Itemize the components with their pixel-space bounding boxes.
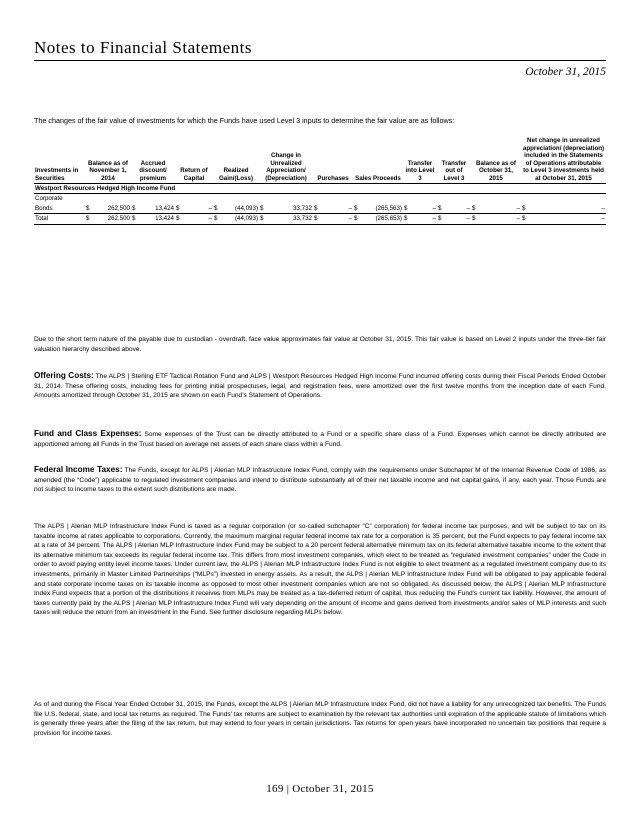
- title-rule: [34, 60, 606, 61]
- cell-balance-end: $ –: [472, 215, 520, 223]
- column-header: Balance as of October 31, 2015: [471, 137, 521, 183]
- cell-net-change: $ –: [522, 215, 605, 223]
- column-header: Sales Proceeds: [353, 137, 403, 183]
- report-date: October 31, 2015: [525, 66, 606, 78]
- fiscal-year-tax-paragraph: As of and during the Fiscal Year Ended October 31, 2015, the Funds, except the ALPS | Alerian MLP Infrastructure Index Fund, did not have a liability for any unrecognized tax benefits. The Funds file U.S. federal, state, and local tax returns as required. The Funds’ tax returns are subject to examination by the relevant tax authorities until expiration of the applicable statute of limitations which is generally three years after the filing of the tax return, but may extend to four years in certain jurisdictions. Tax returns for open years have incorporated no uncertain tax positions that require a provision for income taxes.: [34, 701, 606, 737]
- cell-return-of-capital: $ –: [176, 215, 212, 223]
- row-label: Bonds: [34, 204, 85, 214]
- section-heading: Offering Costs:: [34, 371, 94, 380]
- cell-purchases: $ –: [314, 215, 352, 223]
- page-footer: 169 | October 31, 2015: [266, 783, 374, 795]
- cell-transfer-out: $ –: [438, 204, 470, 212]
- row-label: Corporate: [35, 195, 63, 203]
- fund-group-label: Westport Resources Hedged High Income Fund: [34, 183, 606, 194]
- cell-unrealized: $ 33,732: [260, 204, 312, 212]
- custodian-note: Due to the short term nature of the payable due to custodian - overdraft, face value approximates fair value at October 31, 2015. This fair value is based on Level 2 inputs under the three-tier fair valuation hierarchy described above.: [34, 336, 606, 353]
- table-row: [34, 204, 606, 214]
- alerian-tax-paragraph: The ALPS | Alerian MLP Infrastructure Index Fund is taxed as a regular corporation (or so-called subchapter “C” corporation) for federal income tax purposes, and will be subject to tax on its taxable income at rates applicable to corporations. Currently, the maximum marginal regular federal income tax rate for a corporation is 35 percent, but the Fund expects to pay federal income tax at a rate of 34 percent. The ALPS | Alerian MLP Infrastructure Index Fund may be subject to a 20 percent federal alternative minimum tax on its federal alternative taxable income to the extent that its alternative minimum tax exceeds its regular federal income tax. This differs from most investment companies, which elect to be treated as “regulated investment companies” under the Code in order to avoid paying entity level income taxes. Under current law, the ALPS | Alerian MLP Infrastructure Index Fund is not eligible to elect treatment as a regulated investment company due to its investments, primarily in Master Limited Partnerships (“MLPs”) invested in energy assets. As a result, the ALPS | Alerian MLP Infrastructure Index Fund will be obligated to pay applicable federal and state corporate income taxes on its taxable income as opposed to most other investment companies which are not so obligated. As discussed below, the ALPS | Alerian MLP Infrastructure Index Fund expects that a portion of the distributions it receives from MLPs may be treated as a tax-deferred return of capital, thus reducing the Fund’s current tax liability. However, the amount of taxes currently paid by the ALPS | Alerian MLP Infrastructure Index Fund will vary depending on the amount of income and gains derived from investments and/or sales of MLP interests and such taxes will reduce the return from an investment in the Fund. See further disclosure regarding MLPs below.: [34, 523, 606, 617]
- cell-sales: $ (265,653): [354, 215, 402, 223]
- table-row-label-line: [34, 194, 606, 204]
- table-row-total: [34, 214, 606, 225]
- cell-return-of-capital: $ –: [176, 204, 212, 212]
- column-header: Return of Capital: [175, 137, 213, 183]
- cell-realized: $ (44,093): [214, 204, 258, 212]
- level3-fair-value-table: [34, 137, 606, 225]
- column-header: Balance as of November 1, 2014: [85, 137, 131, 183]
- section-body: The Funds, except for ALPS | Alerian MLP Infrastructure Index Fund, comply with the requirements under Subchapter M of the Internal Revenue Code of 1986, as amended (the “Code”) applicable to regulated investment companies and intend to distribute substantially all of their net taxable income and net capital gains, if any, each year. Those Funds are not subject to income taxes to the extent such distributions are made.: [34, 467, 607, 494]
- column-header: Transfer out of Level 3: [437, 137, 471, 183]
- cell-transfer-out: $ –: [438, 215, 470, 223]
- cell-sales: $ (265,563): [354, 204, 402, 212]
- table-header-row: [34, 137, 606, 183]
- intro-text: The changes of the fair value of investments for which the Funds have used Level 3 inputs to determine the fair value are as follows:: [34, 116, 455, 125]
- cell-accrued: $ 13,424: [132, 215, 174, 223]
- column-header: Change in Unrealized Appreciation/ (Depreciation): [259, 137, 313, 183]
- column-header: Accrued discount/ premium: [131, 137, 175, 183]
- cell-purchases: $ –: [314, 204, 352, 212]
- cell-accrued: $ 13,424: [132, 204, 174, 212]
- page-title: Notes to Financial Statements: [34, 38, 252, 57]
- cell-transfer-in: $ –: [404, 204, 436, 212]
- column-header: Investments in Securities: [34, 137, 85, 183]
- cell-transfer-in: $ –: [404, 215, 436, 223]
- section-heading: Federal Income Taxes:: [34, 465, 123, 474]
- cell-net-change: $ –: [522, 204, 605, 212]
- section-body: Some expenses of the Trust can be directly attributed to a Fund or a specific share class of a Fund. Expenses which cannot be directly attributed are apportioned among all Funds in the Trust based on average net assets of each share class within a Fund.: [34, 431, 606, 448]
- offering-costs-section: [34, 371, 606, 401]
- column-header: Purchases: [313, 137, 353, 183]
- column-header: Net change in unrealized appreciation/ (depreciation) included in the Statements of Operations attributable to Level 3 investments held at October 31, 2015: [522, 137, 605, 182]
- cell-balance-start: $ 262,500: [86, 215, 130, 223]
- section-body: The ALPS | Sterling ETF Tactical Rotation Fund and ALPS | Westport Resources Hedged High Income Fund incurred offering costs during their Fiscal Periods Ended October 31, 2014. These offering costs, including fees for printing initial prospectuses, legal, and registration fees, were amortized over the first twelve months from the inception date of each Fund. Amounts amortized through October 31, 2015 are shown on each Fund’s Statement of Operations.: [34, 373, 606, 400]
- fund-class-expenses-section: [34, 429, 606, 449]
- cell-unrealized: $ 33,732: [260, 215, 312, 223]
- cell-balance-start: $ 262,500: [86, 204, 130, 212]
- cell-balance-end: $ –: [472, 204, 520, 212]
- federal-income-taxes-section: [34, 465, 606, 495]
- cell-realized: $ (44,093): [214, 215, 258, 223]
- section-heading: Fund and Class Expenses:: [34, 429, 142, 438]
- column-header: Realized Gain/(Loss): [213, 137, 259, 183]
- fund-group-row: [34, 183, 606, 194]
- column-header: Transfer into Level 3: [403, 137, 437, 183]
- row-label: Total: [34, 214, 85, 225]
